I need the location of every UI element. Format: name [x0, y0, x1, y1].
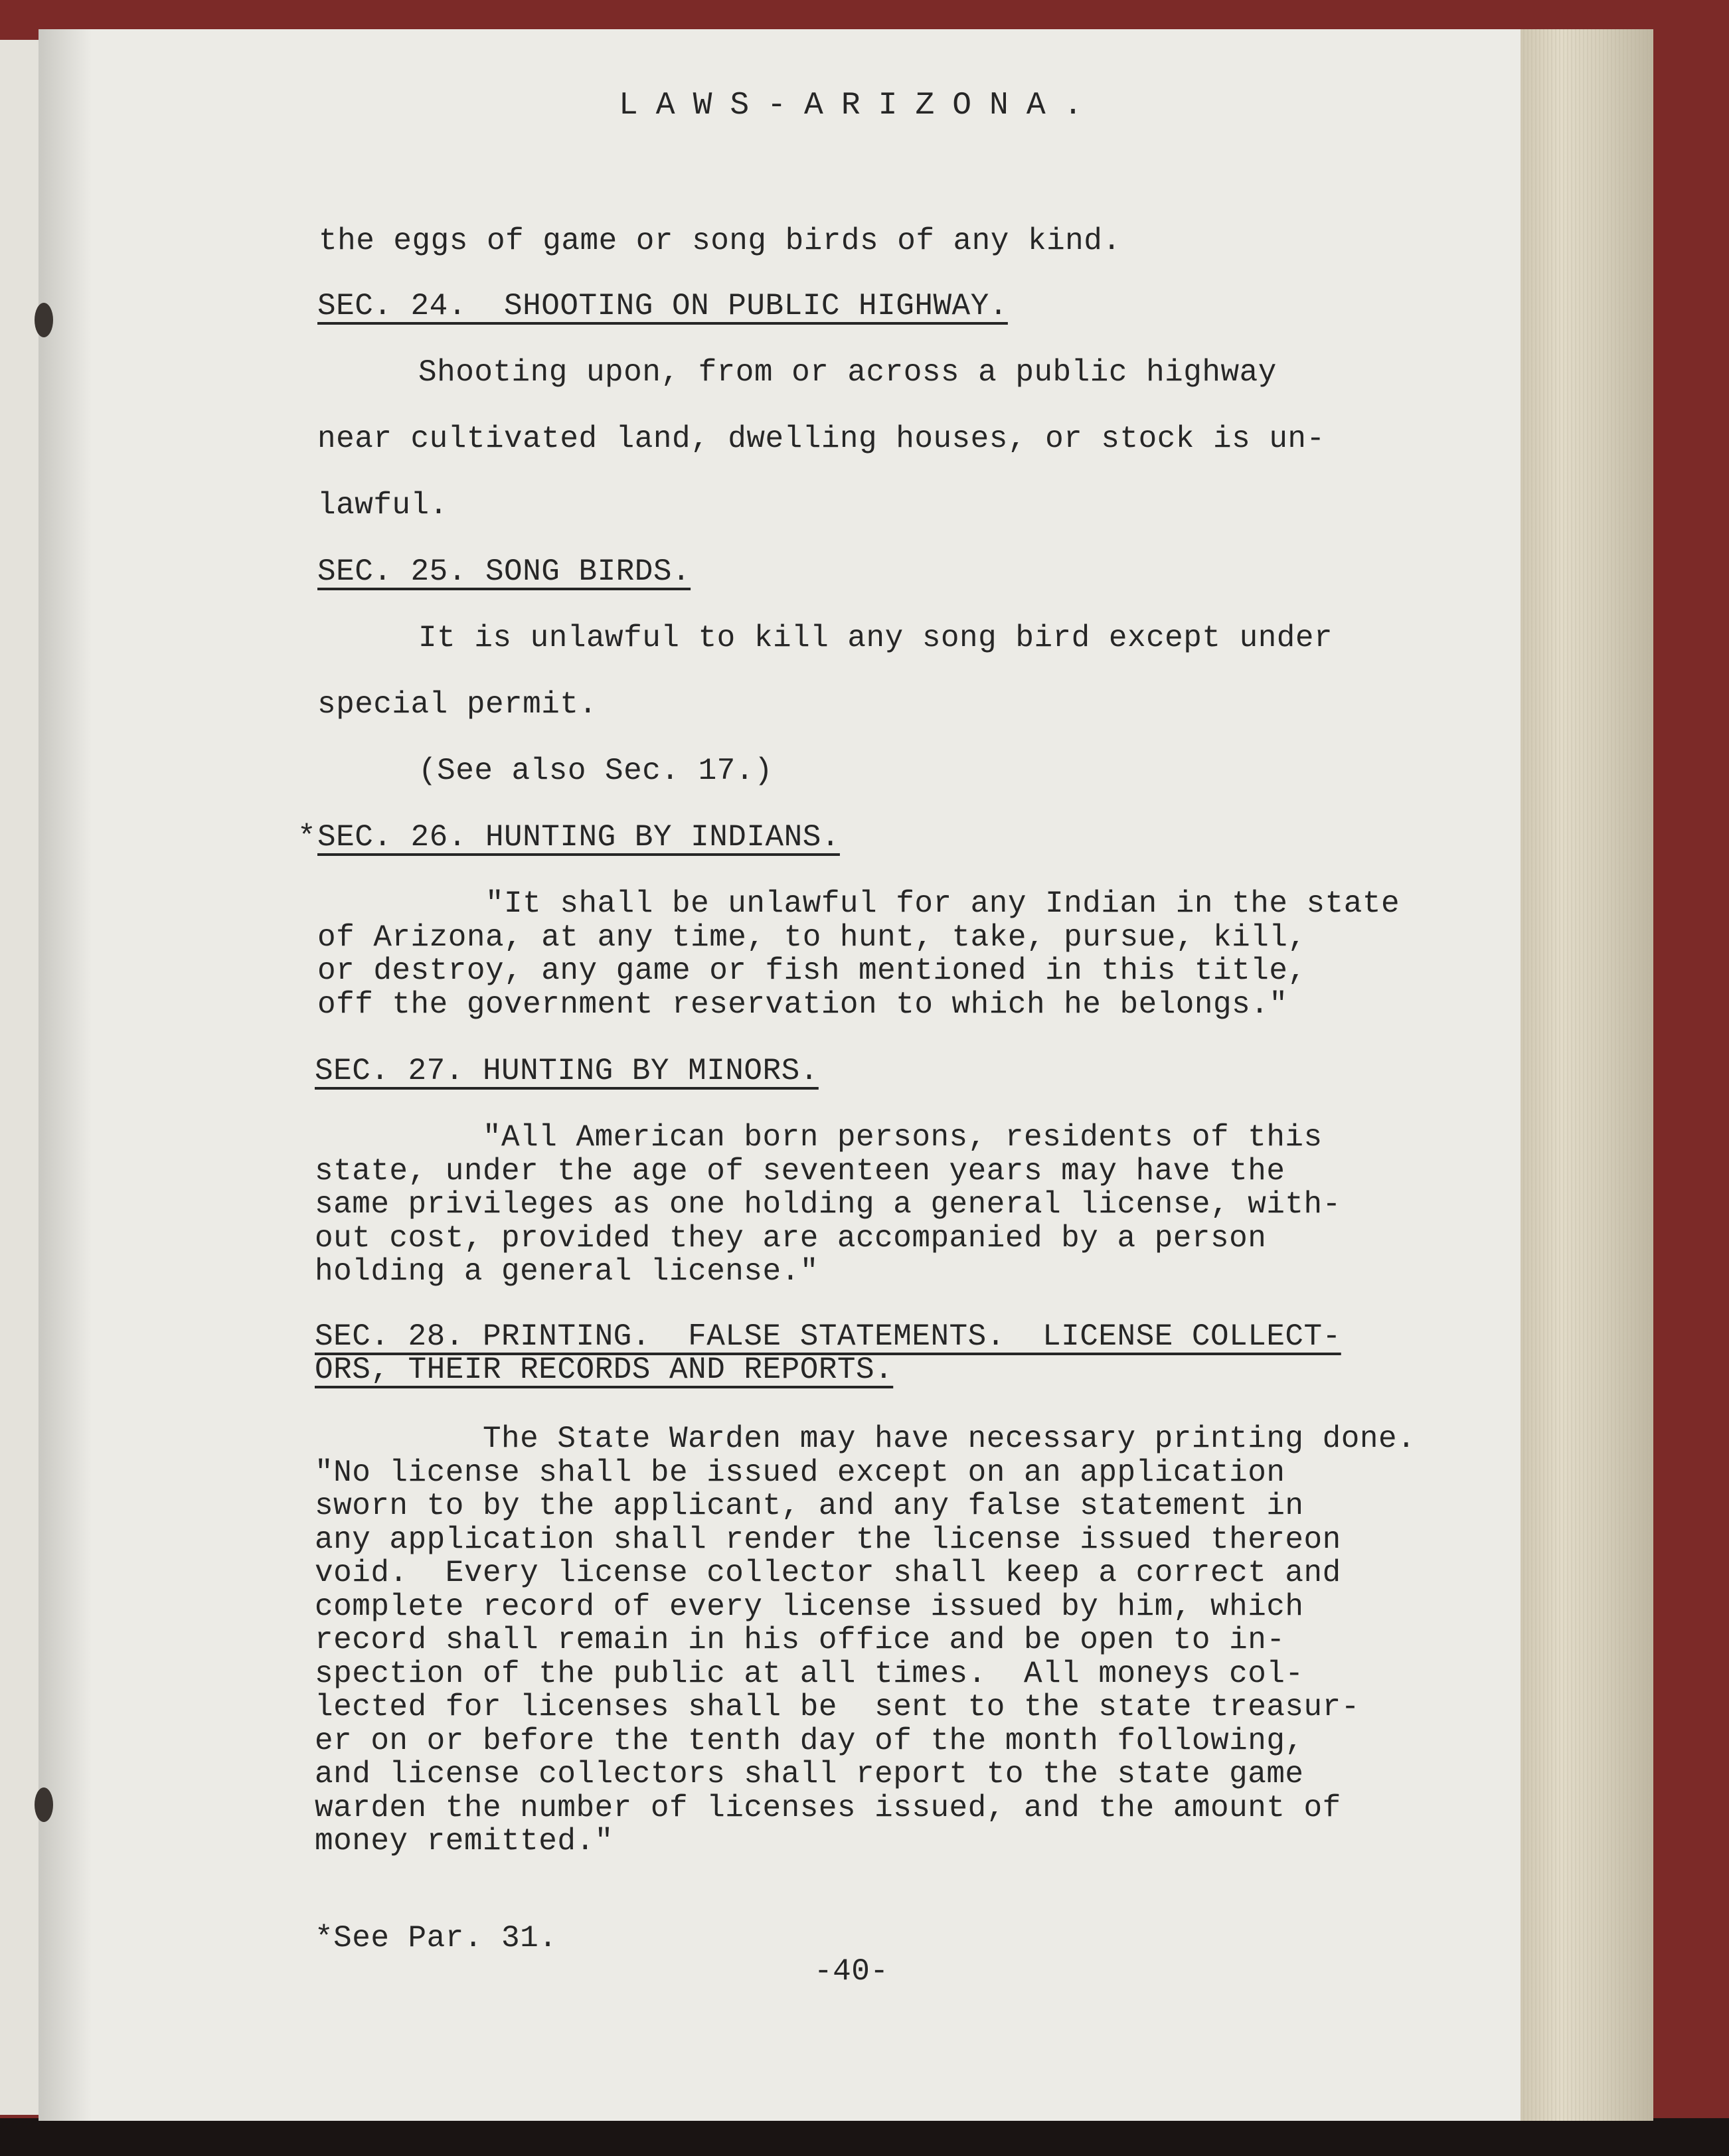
cross-reference-note: (See also Sec. 17.) [418, 754, 773, 788]
section-heading-28-line2: ORS, THEIR RECORDS AND REPORTS. [315, 1353, 894, 1387]
section-body-line: lawful. [317, 488, 448, 523]
section-heading-27: SEC. 27. HUNTING BY MINORS. [315, 1054, 819, 1088]
section-body-26: "It shall be unlawful for any Indian in the state of Arizona, at any time, to hunt, take, pursue, kill, or destroy, any game or fish mentioned in this title, off the government reservation to which he belongs." [317, 886, 1400, 1022]
section-body-28: The State Warden may have necessary printing done. "No license shall be issued except on an application sworn to by the applicant, and any false statement in any application shall render the license issued thereon void. Every license collector shall keep a correct and complete record of every license issued by him, which record shall remain in his office and be open to in- spection of the public at all times. All moneys col- lected for licenses shall be sent to the state treasur- er on or before the tenth day of the month following, and license collectors shall report to the state game warden the number of licenses issued, and the amount of money remitted." [315, 1422, 1416, 1859]
section-body-line: special permit. [317, 687, 598, 722]
left-page-edge [0, 40, 39, 2115]
section-heading-26: SEC. 26. HUNTING BY INDIANS. [317, 820, 840, 855]
section-body-line: Shooting upon, from or across a public highway [418, 355, 1277, 390]
section-heading-28-line1: SEC. 28. PRINTING. FALSE STATEMENTS. LICENSE COLLECT- [315, 1319, 1341, 1354]
continuation-line: the eggs of game or song birds of any kind. [319, 224, 1121, 258]
footnote: *See Par. 31. [315, 1921, 558, 1955]
section-heading-25: SEC. 25. SONG BIRDS. [317, 554, 691, 589]
page-number: -40- [814, 1954, 889, 1989]
running-head: LAWS-ARIZONA. [619, 88, 1101, 124]
binding-hole [35, 1787, 53, 1822]
section-body-line: It is unlawful to kill any song bird except under [418, 621, 1333, 655]
binding-hole [35, 303, 53, 337]
section-heading-24: SEC. 24. SHOOTING ON PUBLIC HIGHWAY. [317, 289, 1008, 323]
footnote-marker: * [297, 820, 317, 855]
section-body-27: "All American born persons, residents of this state, under the age of seventeen years may have the same privileges as one holding a general license, with- out cost, provided they are accompanied by a person holding a general license." [315, 1120, 1341, 1289]
section-body-line: near cultivated land, dwelling houses, or stock is un- [317, 422, 1325, 456]
